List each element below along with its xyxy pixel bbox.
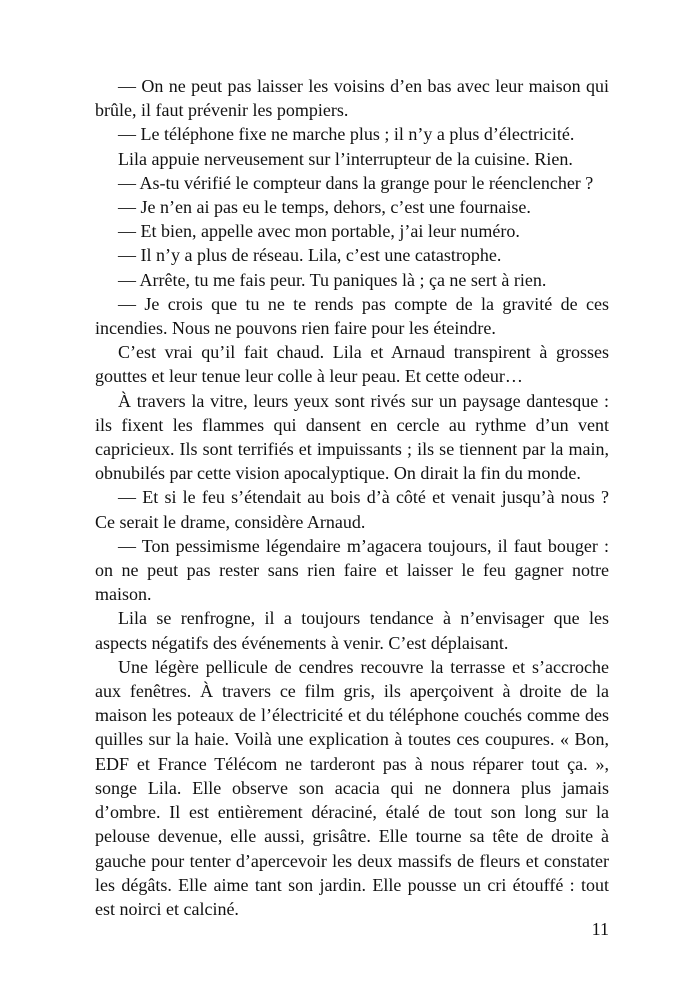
paragraph: C’est vrai qu’il fait chaud. Lila et Arnaud transpirent à grosses gouttes et leur tenue leur colle à leur peau. Et cette odeur…: [95, 342, 609, 387]
paragraph: — Ton pessimisme légendaire m’agacera toujours, il faut bouger : on ne peut pas rester sans rien faire et laisser le feu gagner notre maison.: [95, 535, 609, 605]
paragraph: — As-tu vérifié le compteur dans la grange pour le réenclencher ?: [118, 172, 594, 193]
paragraph: — On ne peut pas laisser les voisins d’en bas avec leur maison qui brûle, il faut prévenir les pompiers.: [95, 76, 609, 121]
body-text: [95, 74, 609, 921]
paragraph: À travers la vitre, leurs yeux sont rivés sur un paysage dantesque : ils fixent les flammes qui dansent en cercle au rythme d’un vent capricieux. Ils sont terrifiés et impuissants ; ils se tiennent par la main, obnubilés par cette vision apocalyptique. On dirait la fin du monde.: [95, 390, 609, 484]
paragraph: — Et bien, appelle avec mon portable, j’ai leur numéro.: [118, 221, 520, 242]
paragraph: Lila appuie nerveusement sur l’interrupteur de la cuisine. Rien.: [118, 148, 573, 169]
paragraph: — Je crois que tu ne te rends pas compte de la gravité de ces incendies. Nous ne pouvons rien faire pour les éteindre.: [95, 293, 609, 339]
paragraph: — Il n’y a plus de réseau. Lila, c’est une catastrophe.: [118, 245, 502, 266]
paragraph: Lila se renfrogne, il a toujours tendance à n’envisager que les aspects négatifs des événements à venir. C’est déplaisant.: [95, 608, 609, 653]
paragraph: — Arrête, tu me fais peur. Tu paniques là ; ça ne sert à rien.: [118, 269, 547, 290]
paragraph: — Le téléphone fixe ne marche plus ; il n’y a plus d’électricité.: [118, 124, 575, 145]
paragraph: — Je n’en ai pas eu le temps, dehors, c’est une fournaise.: [118, 197, 531, 218]
paragraph: — Et si le feu s’étendait au bois d’à côté et venait jusqu’à nous ? Ce serait le drame, considère Arnaud.: [95, 487, 609, 532]
paragraph: Une légère pellicule de cendres recouvre la terrasse et s’accroche aux fenêtres. À travers ce film gris, ils aperçoivent à droite de la maison les poteaux de l’électricité et du téléphone couchés comme des quilles sur la haie. Voilà une explication à toutes ces coupures. « Bon, EDF et France Télécom ne tarderont pas à nous réparer tout ça. », songe Lila. Elle observe son acacia qui ne donnera plus jamais d’ombre. Il est entièrement déraciné, étalé de tout son long sur la pelouse devenue, elle aussi, grisâtre. Elle tourne sa tête de droite à gauche pour tenter d’apercevoir les deux massifs de fleurs et constater les dégâts. Elle aime tant son jardin. Elle pousse un cri étouffé : tout est noirci et calciné.: [95, 656, 609, 919]
page-number: 11: [591, 919, 609, 939]
